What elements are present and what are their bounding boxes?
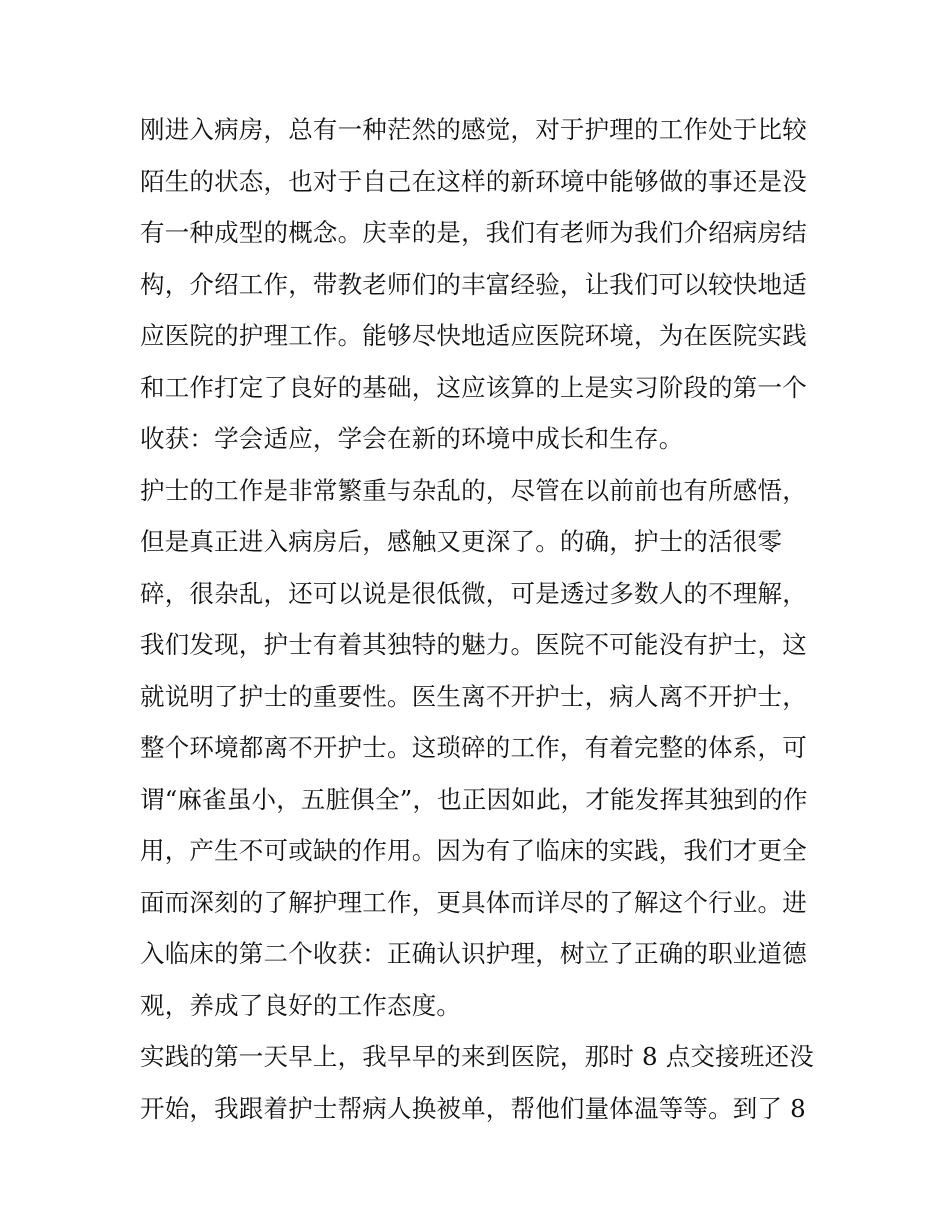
text-line: 我们发现，护士有着其独特的魅力。医院不可能没有护士，这 xyxy=(140,630,807,659)
text-line: 收获：学会适应，学会在新的环境中成长和生存。 xyxy=(140,424,684,453)
text-line: 开始，我跟着护士帮病人换被单，帮他们量体温等等。到了 8 xyxy=(140,1093,806,1123)
text-line: 构，介绍工作，带教老师们的丰富经验，让我们可以较快地适 xyxy=(140,269,807,299)
paragraph-1 xyxy=(140,104,820,465)
text-line: 入临床的第二个收获：正确认识护理，树立了正确的职业道德 xyxy=(140,939,807,968)
text-line: 有一种成型的概念。庆幸的是，我们有老师为我们介绍病房结 xyxy=(140,218,807,247)
text-line: 谓“麻雀虽小，五脏俱全”，也正因如此，才能发挥其独到的作 xyxy=(140,784,808,814)
text-line: 护士的工作是非常繁重与杂乱的，尽管在以前前也有所感悟， xyxy=(140,475,807,505)
text-line: 观，养成了良好的工作态度。 xyxy=(140,990,462,1020)
text-line: 用，产生不可或缺的作用。因为有了临床的实践，我们才更全 xyxy=(140,836,807,865)
text-line: 实践的第一天早上，我早早的来到医院，那时 8 点交接班还没 xyxy=(140,1042,814,1071)
text-line: 面而深刻的了解护理工作，更具体而详尽的了解这个行业。进 xyxy=(140,887,807,917)
text-line: 整个环境都离不开护士。这琐碎的工作，有着完整的体系，可 xyxy=(140,733,807,762)
paragraph-3 xyxy=(140,1031,820,1134)
text-line: 但是真正进入病房后，感触又更深了。的确，护士的活很零 xyxy=(140,527,783,556)
text-line: 陌生的状态，也对于自己在这样的新环境中能够做的事还是没 xyxy=(140,166,807,196)
paragraph-2 xyxy=(140,465,820,1032)
document-body xyxy=(140,104,820,1134)
text-line: 应医院的护理工作。能够尽快地适应医院环境，为在医院实践 xyxy=(140,321,807,350)
text-line: 刚进入病房，总有一种茫然的感觉，对于护理的工作处于比较 xyxy=(140,115,807,144)
text-line: 碎，很杂乱，还可以说是很低微，可是透过多数人的不理解， xyxy=(140,578,807,608)
text-line: 和工作打定了良好的基础，这应该算的上是实习阶段的第一个 xyxy=(140,372,807,402)
text-line: 就说明了护士的重要性。医生离不开护士，病人离不开护士， xyxy=(140,681,807,711)
